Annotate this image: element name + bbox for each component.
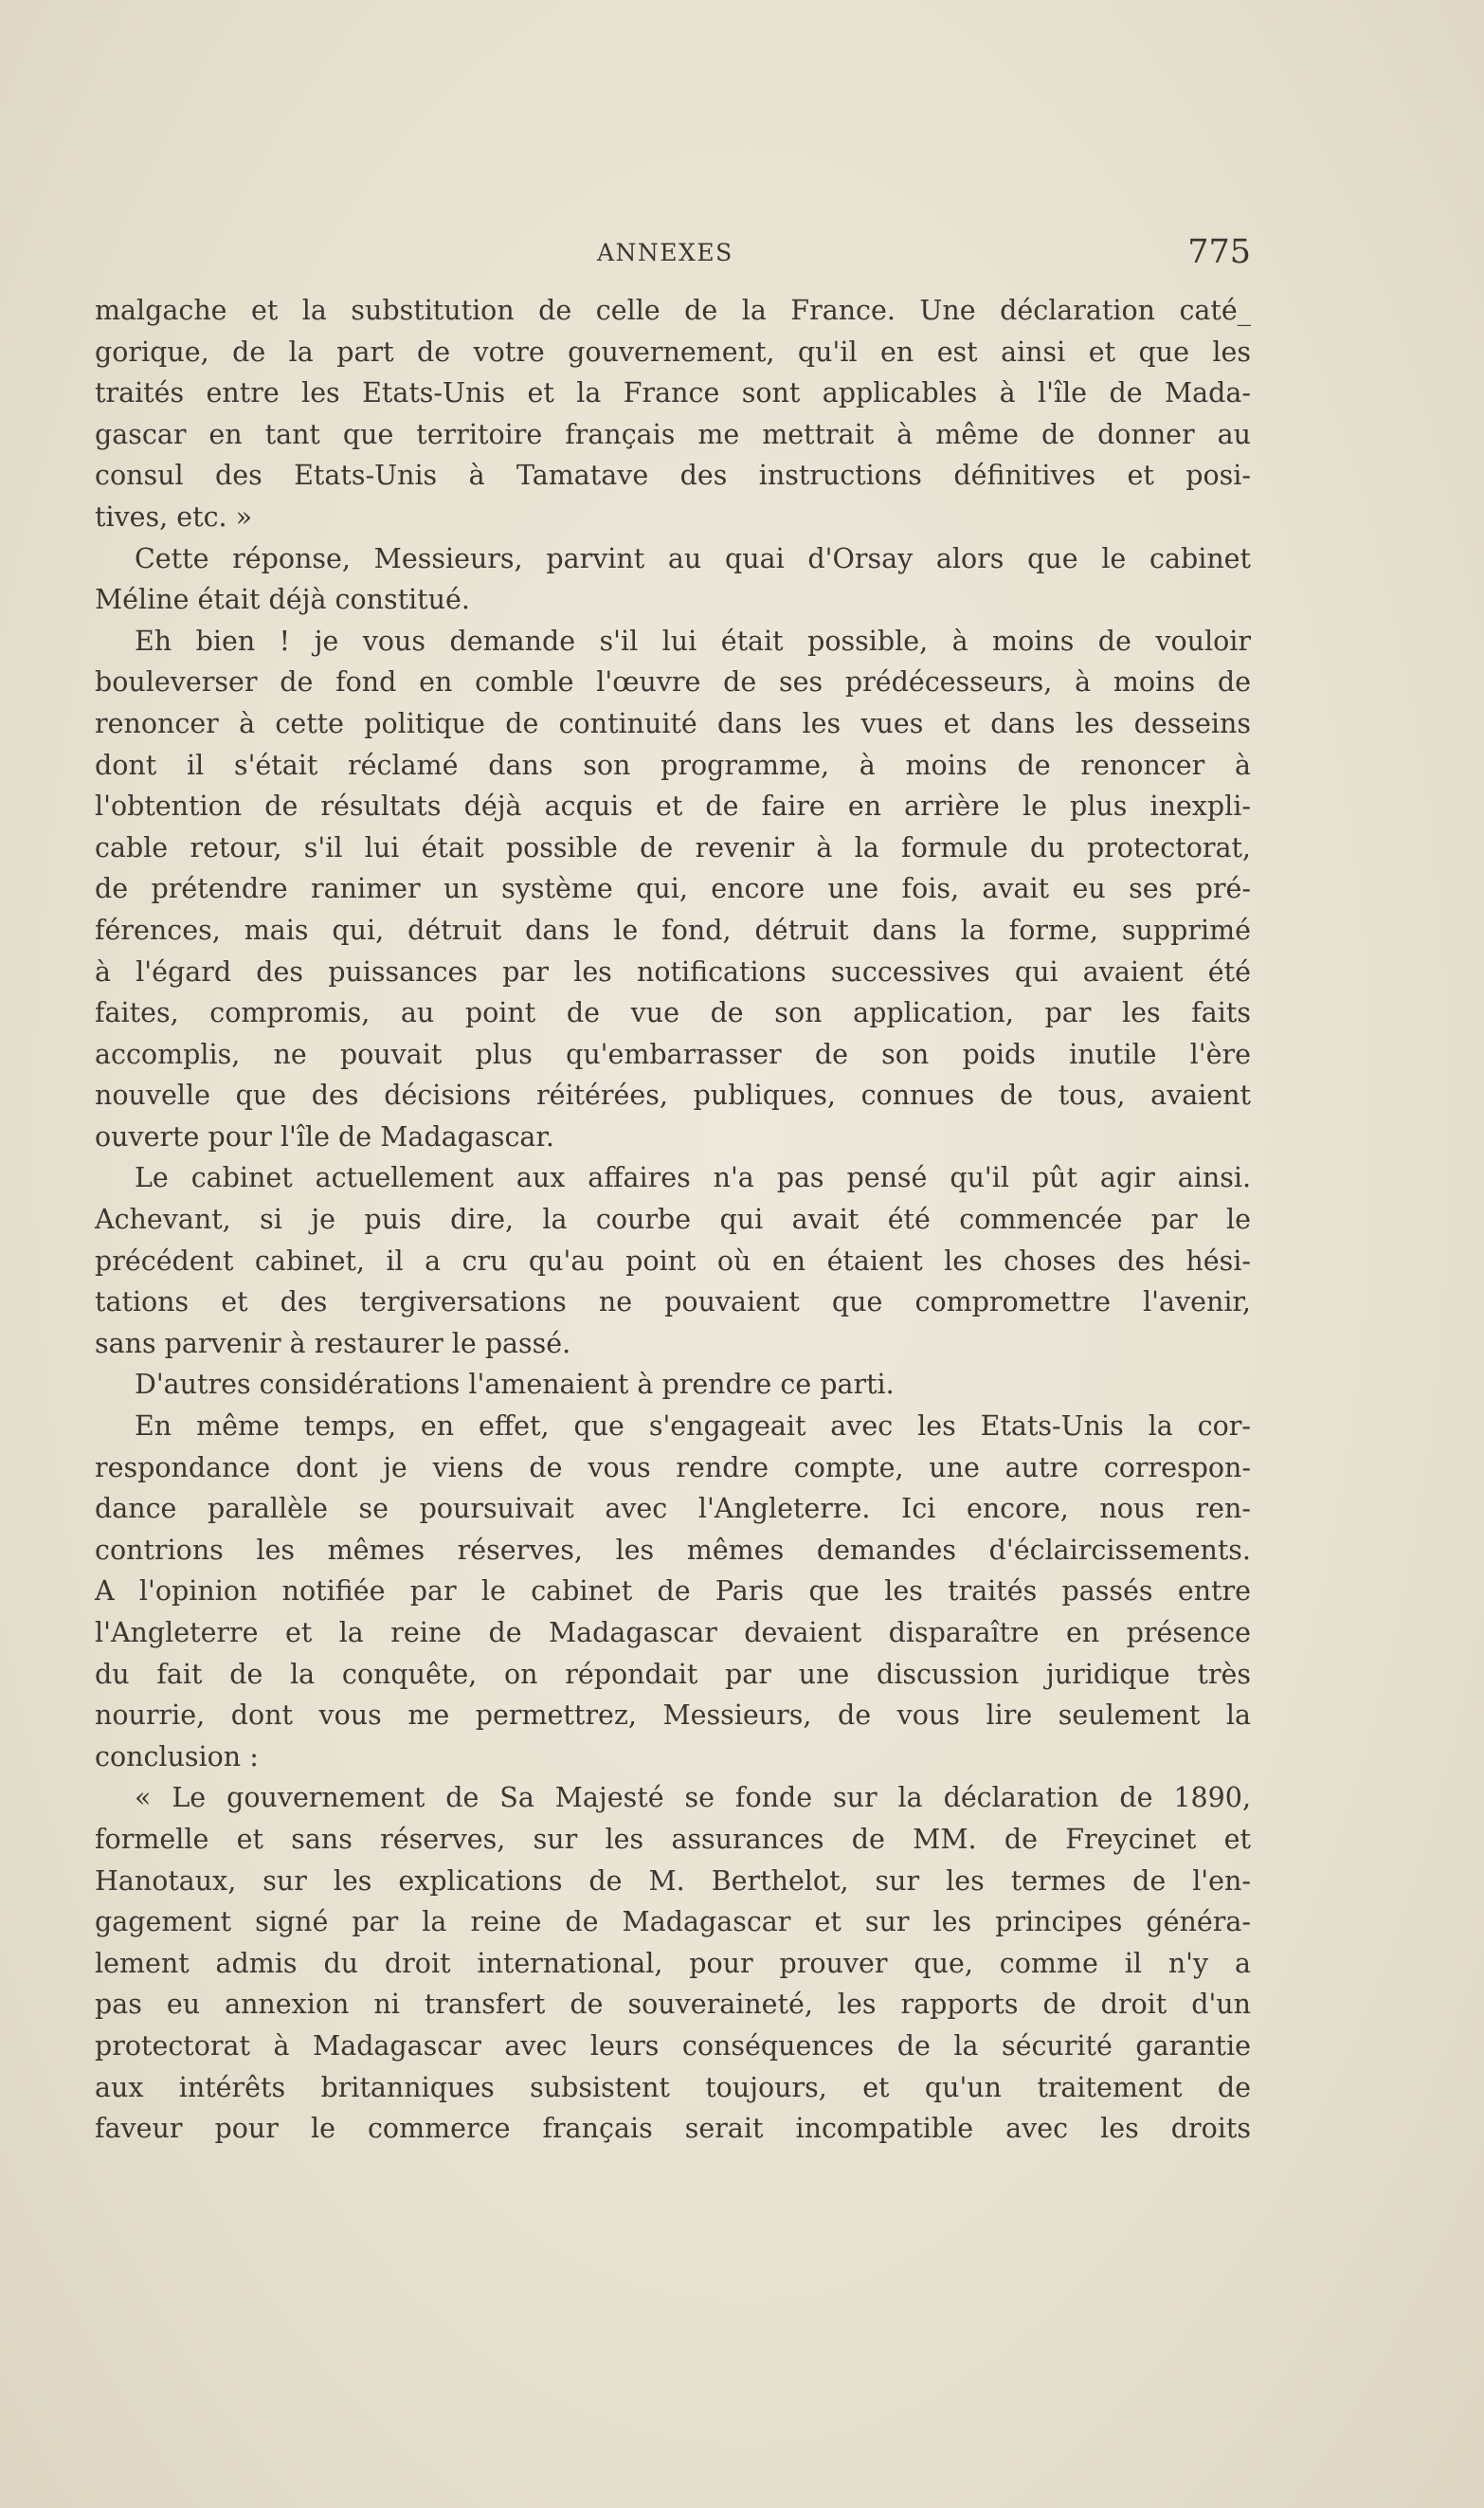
text-line: protectorat à Madagascar avec leurs conséquences de la sécurité garantie [95, 2029, 1251, 2062]
text-line: « Le gouvernement de Sa Majesté se fonde sur la déclaration de 1890, [135, 1782, 1251, 1814]
text-line: consul des Etats-Unis à Tamatave des instructions définitives et posi- [95, 460, 1251, 492]
text-line: gorique, de la part de votre gouvernement, qu'il en est ainsi et que les [95, 336, 1251, 368]
page-number: 775 [1187, 233, 1251, 271]
text-line: malgache et la substitution de celle de la France. Une déclaration caté_ [95, 295, 1251, 326]
text-line: respondance dont je viens de vous rendre compte, une autre correspon- [95, 1451, 1251, 1483]
text-line: Hanotaux, sur les explications de M. Berthelot, sur les termes de l'en- [95, 1864, 1251, 1897]
text-line: bouleverser de fond en comble l'œuvre de ses prédécesseurs, à moins de [95, 666, 1251, 699]
text-line: Eh bien ! je vous demande s'il lui était possible, à moins de vouloir [135, 625, 1251, 657]
running-title: ANNEXES [597, 239, 733, 266]
text-line: accomplis, ne pouvait plus qu'embarrasser de son poids inutile l'ère [95, 1038, 1251, 1070]
text-line: à l'égard des puissances par les notifications successives qui avaient été [95, 955, 1251, 988]
body-text [95, 290, 1251, 2150]
text-line: contrions les mêmes réserves, les mêmes demandes d'éclaircissements. [95, 1534, 1251, 1566]
text-line: gascar en tant que territoire français me mettrait à même de donner au [95, 418, 1251, 450]
text-line: Le cabinet actuellement aux affaires n'a pas pensé qu'il pût agir ainsi. [135, 1162, 1251, 1194]
text-line: traités entre les Etats-Unis et la France sont applicables à l'île de Mada- [95, 377, 1251, 409]
text-line: D'autres considérations l'amenaient à prendre ce parti. [135, 1369, 895, 1401]
text-line: nouvelle que des décisions réitérées, publiques, connues de tous, avaient [95, 1080, 1251, 1112]
text-line: cable retour, s'il lui était possible de revenir à la formule du protectorat, [95, 831, 1251, 863]
text-line: conclusion : [95, 1740, 259, 1772]
text-line: faveur pour le commerce français serait incompatible avec les droits [95, 2113, 1251, 2145]
text-line: l'obtention de résultats déjà acquis et de faire en arrière le plus inexpli- [95, 791, 1251, 823]
text-line: tations et des tergiversations ne pouvaient que compromettre l'avenir, [95, 1286, 1251, 1318]
text-line: férences, mais qui, détruit dans le fond, détruit dans la forme, supprimé [95, 914, 1251, 946]
text-line: sans parvenir à restaurer le passé. [95, 1327, 571, 1359]
text-line: gagement signé par la reine de Madagascar et sur les principes généra- [95, 1906, 1251, 1938]
text-line: lement admis du droit international, pour prouver que, comme il n'y a [95, 1947, 1251, 1979]
text-line: renoncer à cette politique de continuité dans les vues et dans les desseins [95, 707, 1251, 739]
text-line: formelle et sans réserves, sur les assurances de MM. de Freycinet et [95, 1823, 1251, 1855]
text-line: En même temps, en effet, que s'engageait avec les Etats-Unis la cor- [135, 1410, 1251, 1443]
text-line: dance parallèle se poursuivait avec l'Angleterre. Ici encore, nous ren- [95, 1493, 1251, 1525]
text-line: Méline était déjà constitué. [95, 584, 470, 616]
text-line: Achevant, si je puis dire, la courbe qui avait été commencée par le [95, 1204, 1251, 1236]
text-line: aux intérêts britanniques subsistent toujours, et qu'un traitement de [95, 2071, 1251, 2103]
text-line: ouverte pour l'île de Madagascar. [95, 1120, 554, 1153]
text-line: Cette réponse, Messieurs, parvint au quai d'Orsay alors que le cabinet [135, 542, 1251, 574]
text-line: dont il s'était réclamé dans son programme, à moins de renoncer à [95, 749, 1251, 781]
page-header [95, 233, 1251, 271]
text-line: faites, compromis, au point de vue de son application, par les faits [95, 997, 1251, 1029]
text-line: précédent cabinet, il a cru qu'au point où en étaient les choses des hési- [95, 1245, 1251, 1277]
text-line: tives, etc. » [95, 500, 253, 533]
text-line: du fait de la conquête, on répondait par une discussion juridique très [95, 1658, 1251, 1690]
text-line: A l'opinion notifiée par le cabinet de Paris que les traités passés entre [95, 1575, 1251, 1608]
text-line: nourrie, dont vous me permettrez, Messieurs, de vous lire seulement la [95, 1699, 1251, 1732]
text-line: de prétendre ranimer un système qui, encore une fois, avait eu ses pré- [95, 873, 1251, 905]
text-line: l'Angleterre et la reine de Madagascar devaient disparaître en présence [95, 1617, 1251, 1648]
text-line: pas eu annexion ni transfert de souveraineté, les rapports de droit d'un [95, 1989, 1251, 2021]
